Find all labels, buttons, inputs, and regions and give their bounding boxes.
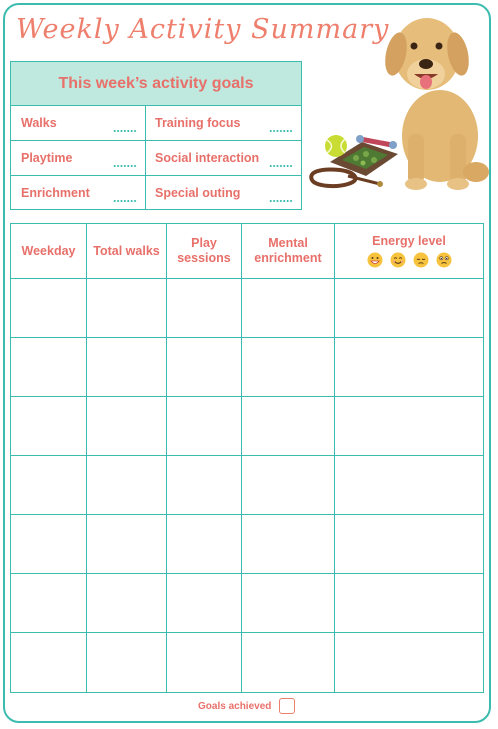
header-mental-enrichment: Mental enrichment bbox=[242, 224, 335, 279]
total-walks-cell[interactable] bbox=[87, 515, 167, 574]
weekday-cell[interactable] bbox=[11, 633, 87, 692]
play-sessions-cell[interactable] bbox=[167, 279, 242, 338]
goal-training-focus[interactable] bbox=[146, 106, 301, 141]
energy-level-cell[interactable] bbox=[335, 338, 483, 397]
energy-level-label: Energy level bbox=[372, 234, 446, 248]
play-sessions-cell[interactable] bbox=[167, 397, 242, 456]
weekday-cell[interactable] bbox=[11, 279, 87, 338]
total-walks-cell[interactable] bbox=[87, 397, 167, 456]
weekday-cell[interactable] bbox=[11, 456, 87, 515]
dotted-line bbox=[269, 165, 293, 167]
tennis-ball-icon bbox=[325, 135, 347, 157]
total-walks-cell[interactable] bbox=[87, 456, 167, 515]
smiling-face-icon bbox=[390, 252, 406, 268]
mental-enrichment-cell[interactable] bbox=[242, 397, 335, 456]
weekday-cell[interactable] bbox=[11, 338, 87, 397]
dotted-line bbox=[113, 200, 137, 202]
goal-label: Playtime bbox=[21, 151, 73, 165]
grinning-face-icon bbox=[367, 252, 383, 268]
activity-table bbox=[10, 223, 484, 693]
goals-achieved-label: Goals achieved bbox=[198, 700, 272, 712]
pensive-face-icon bbox=[413, 252, 429, 268]
dotted-line bbox=[113, 165, 137, 167]
header-energy-level bbox=[335, 224, 483, 279]
dotted-line bbox=[269, 200, 293, 202]
header-play-sessions: Play sessions bbox=[167, 224, 242, 279]
goal-label: Walks bbox=[21, 116, 57, 130]
goals-header: This week’s activity goals bbox=[11, 62, 301, 106]
play-sessions-cell[interactable] bbox=[167, 515, 242, 574]
weekday-cell[interactable] bbox=[11, 515, 87, 574]
dotted-line bbox=[269, 130, 293, 132]
play-sessions-cell[interactable] bbox=[167, 338, 242, 397]
energy-level-cell[interactable] bbox=[335, 515, 483, 574]
goal-label: Social interaction bbox=[155, 151, 260, 165]
mental-enrichment-cell[interactable] bbox=[242, 338, 335, 397]
play-sessions-cell[interactable] bbox=[167, 574, 242, 633]
goal-walks[interactable] bbox=[11, 106, 146, 141]
mental-enrichment-cell[interactable] bbox=[242, 633, 335, 692]
goal-label: Training focus bbox=[155, 116, 241, 130]
goals-table bbox=[10, 61, 302, 210]
energy-level-cell[interactable] bbox=[335, 456, 483, 515]
goal-label: Enrichment bbox=[21, 186, 90, 200]
page-title: Weekly Activity Summary bbox=[16, 14, 390, 45]
total-walks-cell[interactable] bbox=[87, 633, 167, 692]
energy-level-cell[interactable] bbox=[335, 574, 483, 633]
play-sessions-cell[interactable] bbox=[167, 633, 242, 692]
weekday-cell[interactable] bbox=[11, 397, 87, 456]
goal-social-interaction[interactable] bbox=[146, 141, 301, 176]
goal-label: Special outing bbox=[155, 186, 241, 200]
total-walks-cell[interactable] bbox=[87, 279, 167, 338]
play-sessions-cell[interactable] bbox=[167, 456, 242, 515]
mental-enrichment-cell[interactable] bbox=[242, 279, 335, 338]
header-weekday: Weekday bbox=[11, 224, 87, 279]
energy-level-cell[interactable] bbox=[335, 397, 483, 456]
goal-special-outing[interactable] bbox=[146, 176, 301, 210]
mental-enrichment-cell[interactable] bbox=[242, 456, 335, 515]
mental-enrichment-cell[interactable] bbox=[242, 574, 335, 633]
mental-enrichment-cell[interactable] bbox=[242, 515, 335, 574]
dog-illustration bbox=[300, 4, 490, 204]
dog-icon bbox=[382, 18, 489, 190]
tired-face-icon bbox=[436, 252, 452, 268]
goals-achieved-row bbox=[198, 698, 295, 714]
weekday-cell[interactable] bbox=[11, 574, 87, 633]
header-total-walks: Total walks bbox=[87, 224, 167, 279]
energy-level-cell[interactable] bbox=[335, 633, 483, 692]
energy-level-cell[interactable] bbox=[335, 279, 483, 338]
total-walks-cell[interactable] bbox=[87, 574, 167, 633]
leash-icon bbox=[311, 169, 383, 187]
total-walks-cell[interactable] bbox=[87, 338, 167, 397]
goals-achieved-checkbox[interactable] bbox=[279, 698, 295, 714]
goal-enrichment[interactable] bbox=[11, 176, 146, 210]
goal-playtime[interactable] bbox=[11, 141, 146, 176]
dotted-line bbox=[113, 130, 137, 132]
